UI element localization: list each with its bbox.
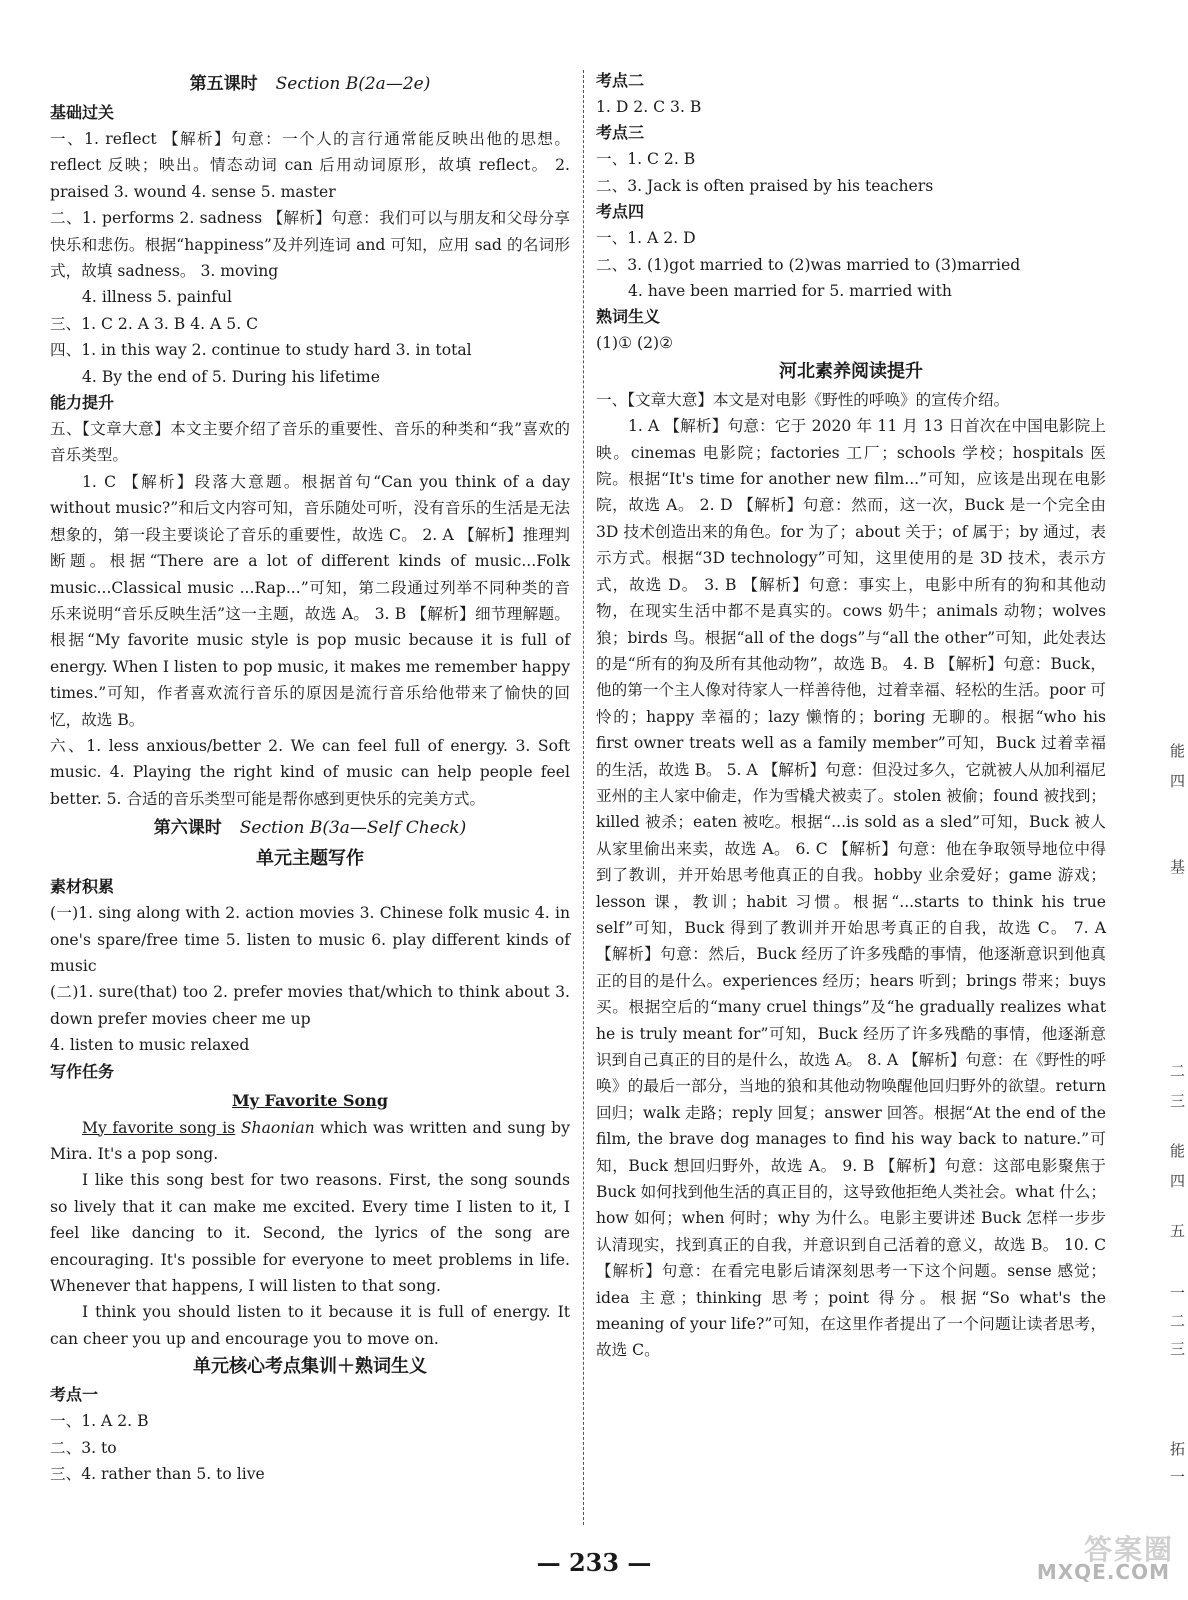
answer-line: (一)1. sing along with 2. action movies 3. Chinese folk music 4. in one's spare/free time 5. listen to music 6. play different kinds of music: [50, 904, 570, 975]
answer-line: 一、【文章大意】本文是对电影《野性的呼唤》的宣传介绍。: [596, 390, 1010, 409]
essay-title: My Favorite Song: [231, 1090, 389, 1110]
answer-line: 三、4. rather than 5. to live: [50, 1465, 265, 1484]
edge-glyph: 四: [1170, 1172, 1186, 1190]
writing-heading: 单元主题写作: [256, 848, 364, 870]
left-column: [50, 68, 570, 1487]
edge-glyph: 一: [1170, 1284, 1186, 1302]
adjacent-page-edge: [1164, 0, 1188, 1600]
answer-line: 二、3. to: [50, 1438, 117, 1457]
answer-line: 五、【文章大意】本文主要介绍了音乐的重要性、音乐的种类和“我”喜欢的音乐类型。: [50, 420, 570, 465]
edge-glyph: 拓: [1170, 1440, 1186, 1458]
kp2-heading: 考点二: [596, 71, 645, 90]
answer-line: (1)① (2)②: [596, 334, 674, 353]
answer-line: 二、3. Jack is often praised by his teachers: [596, 176, 934, 195]
reading-heading: 河北素养阅读提升: [779, 360, 923, 382]
column-divider: [583, 70, 584, 1525]
right-column: [596, 68, 1106, 1364]
answer-line: 二、1. performs 2. sadness 【解析】句意：我们可以与朋友和父母分享快乐和悲伤。根据“happiness”及并列连词 and 可知，应用 sad 的名词形式，故填 sadness。 3. moving: [50, 209, 570, 281]
edge-glyph: 一: [1170, 1468, 1186, 1486]
edge-glyph: 二: [1170, 1062, 1186, 1080]
answer-line: 一、1. C 2. B: [596, 150, 696, 169]
answer-line: 4. By the end of 5. During his lifetime: [82, 367, 380, 386]
kp4-heading: 考点四: [596, 202, 645, 222]
answer-line: 三、1. C 2. A 3. B 4. A 5. C: [50, 314, 259, 333]
answer-line: 六、1. less anxious/better 2. We can feel full of energy. 3. Soft music. 4. Playing the right kind of music can help people feel better. 5. 合适的音乐类型可能是帮你感到更快乐的完美方式。: [50, 736, 570, 808]
answer-line: 4. have been married for 5. married with: [628, 282, 952, 301]
basic-heading: 基础过关: [50, 103, 115, 122]
essay-paragraph: I think you should listen to it because it is full of energy. It can cheer you up and encourage you to move on.: [50, 1303, 570, 1348]
answer-line: 1. A 【解析】句意：它于 2020 年 11 月 13 日首次在中国电影院上映。cinemas 电影院；factories 工厂；schools 学校；hospitals 医院。根据“It's time for another new film...”可知，应该是出现在电影院，故选 A。 2. D 【解析】句意：然而，这一次，Buck 是一个完全由 3D 技术创造出来的角色。for 为了；about 关于；of 属于；by 通过，表示方式。根据“3D technology”可知，这里使用的是 3D 技术，表示方式，故选 D。 3. B 【解析】句意：事实上，电影中所有的狗和其他动物，在现实生活中都不是真实的。cows 奶牛；animals 动物；wolves 狼；birds 鸟。根据“all of the dogs”与“all the other”可知，此处表达的是“所有的狗及所有其他动物”，故选 B。 4. B 【解析】句意：Buck，他的第一个主人像对待家人一样善待他，过着幸福、轻松的生活。poor 可怜的；happy 幸福的；lazy 懒惰的；boring 无聊的。根据“who his first owner treats well as a family member”可知，Buck 过着幸福的生活，故选 B。 5. A 【解析】句意：但没过多久，它就被人从加利福尼亚州的主人家中偷走，作为雪橇犬被卖了。stolen 被偷；found 被找到；killed 被杀；eaten 被吃。根据“...is sold as a sled”可知，Buck 被人从家里偷出来卖，故选 A。 6. C 【解析】句意：他在争取领导地位中得到了教训，并开始思考他真正的自我。hobby 业余爱好；game 游戏；lesson 课，教训；habit 习惯。根据“...starts to think his true self”可知，Buck 得到了教训并开始思考真正的自我，故选 C。 7. A 【解析】句意：然后，Buck 经历了许多残酷的事情，他逐渐意识到他真正的目的是什么。experiences 经历；hears 听到；brings 带来；buys 买。根据空后的“many cruel things”及“he gradually realizes what he is truly meant for”可知，Buck 经历了许多残酷的事情，他逐渐意识到自己真正的目的是什么，故选 A。 8. A 【解析】句意：在《野性的呼唤》的最后一部分，当地的狼和其他动物唤醒他回归野外的欲望。return 回归；walk 走路；reply 回复；answer 回答。根据“At the end of the film, the brave dog manages to find his way back to nature.”可知，Buck 想回归野外，故选 A。 9. B 【解析】句意：这部电影聚焦于 Buck 如何找到他生活的真正目的，这导致他拒绝人类社会。what 什么；how 如何；when 何时；why 为什么。电影主要讲述 Buck 怎样一步步认清现实，找到真正的自我，并意识到自己活着的意义，故选 B。 10. C 【解析】句意：在看完电影后请深刻思考一下这个问题。sense 感觉；idea 主意；thinking 思考；point 得分。根据“So what's the meaning of your life?”可知，在这里作者提出了一个问题让读者思考，故选 C。: [596, 417, 1106, 1360]
task-heading: 写作任务: [50, 1061, 115, 1081]
answer-line: 4. listen to music relaxed: [50, 1036, 250, 1055]
answer-line: 1. D 2. C 3. B: [596, 98, 702, 116]
edge-glyph: 能: [1170, 742, 1186, 760]
kp3-heading: 考点三: [596, 123, 645, 143]
answer-line: 四、1. in this way 2. continue to study hard 3. in total: [50, 341, 472, 360]
material-heading: 素材积累: [50, 877, 115, 897]
essay-paragraph: I like this song best for two reasons. First, the song sounds so lively that it can make me excited. Every time I listen to it, I feel like dancing to it. Second, the lyrics of the song are encouraging. It's possible for everyone to meet problems in life. Whenever that happens, I will listen to that song.: [50, 1171, 570, 1296]
answer-line: 1. C 【解析】段落大意题。根据首句“Can you think of a day without music?”和后文内容可知，音乐随处可听，没有音乐的生活是无法想象的，第一段主要谈论了音乐的重要性，故选 C。 2. A 【解析】推理判断题。根据“There are a lot of different kinds of music...Folk music...Classical music ...Rap...”可知，第二段通过列举不同种类的音乐来说明“音乐反映生活”这一主题，故选 A。 3. B 【解析】细节理解题。根据“My favorite music style is pop music because it is full of energy. When I listen to pop music, it makes me remember happy times.”可知，作者喜欢流行音乐的原因是流行音乐给他带来了愉快的回忆，故选 B。: [50, 472, 570, 729]
ability-heading: 能力提升: [50, 393, 115, 413]
familiar-heading: 熟词生义: [596, 307, 661, 327]
edge-glyph: 三: [1170, 1092, 1186, 1110]
answer-line: 二、3. (1)got married to (2)was married to (3)married: [596, 255, 1021, 274]
lesson5-title: 第五课时 Section B(2a—2e): [189, 74, 431, 94]
edge-glyph: 基: [1170, 858, 1186, 876]
lesson6-title: 第六课时 Section B(3a—Self Check): [153, 818, 467, 839]
edge-glyph: 二: [1170, 1312, 1186, 1330]
watermark-url: MXQE.COM: [1036, 1560, 1170, 1584]
page-number: — 233 —: [536, 1548, 652, 1577]
answer-line: 一、1. reflect 【解析】句意：一个人的言行通常能反映出他的思想。reflect 反映；映出。情态动词 can 后用动词原形，故填 reflect。 2. praised 3. wound 4. sense 5. master: [50, 130, 570, 201]
edge-glyph: 四: [1170, 772, 1186, 790]
answer-line: 4. illness 5. painful: [82, 288, 232, 307]
kp1-heading: 考点一: [50, 1385, 99, 1405]
edge-glyph: 能: [1170, 1142, 1186, 1160]
answer-line: 一、1. A 2. D: [596, 229, 696, 248]
answer-line: 一、1. A 2. B: [50, 1412, 149, 1431]
edge-glyph: 五: [1170, 1222, 1186, 1240]
essay-paragraph: My favorite song is Shaonian which was written and sung by Mira. It's a pop song.: [50, 1118, 570, 1163]
edge-glyph: 三: [1170, 1340, 1186, 1358]
answer-line: (二)1. sure(that) too 2. prefer movies that/which to think about 3. down prefer movies cheer me up: [50, 983, 570, 1028]
core-heading: 单元核心考点集训＋熟词生义: [193, 1356, 427, 1378]
watermark: [964, 1528, 1174, 1584]
watermark-logo: 答案圈: [1083, 1533, 1174, 1566]
